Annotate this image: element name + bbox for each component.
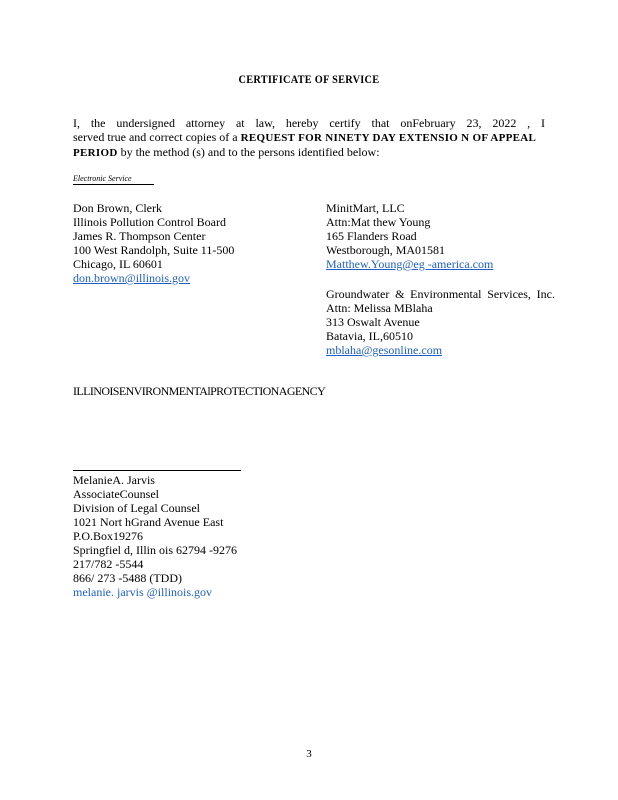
address-line: Don Brown, Clerk <box>73 201 162 215</box>
email-link[interactable]: mblaha@gesonline.com <box>326 343 443 357</box>
address-line: Groundwater & Environmental Services, Inc. <box>326 287 555 301</box>
signer-line: AssociateCounsel <box>73 487 159 501</box>
address-line: Attn:Mat thew Young <box>326 215 431 229</box>
recipient-groundwater <box>326 287 555 357</box>
page-title: CERTIFICATE OF SERVICE <box>238 72 380 86</box>
email-link[interactable]: Matthew.Young@eg -america.com <box>326 257 494 271</box>
address-line: Chicago, IL 60601 <box>73 257 163 271</box>
document-name-part1: REQUEST FOR NINETY DAY EXTENSIO N OF APPEAL <box>240 132 537 144</box>
signer-line: MelanieA. Jarvis <box>73 473 155 487</box>
signer-line: Springfiel d, Illin ois 62794 -9276 <box>73 543 237 557</box>
email-link[interactable]: don.brown@illinois.gov <box>73 271 191 285</box>
address-line: 165 Flanders Road <box>326 229 417 243</box>
signature-block <box>73 473 237 599</box>
intro-line-3: by the method (s) and to the persons identified below: <box>117 145 380 159</box>
document-name-part2: PERIOD <box>73 147 118 159</box>
address-line: Westborough, MA01581 <box>326 243 446 257</box>
signature-line <box>73 470 241 471</box>
signer-line: 866/ 273 -5488 (TDD) <box>73 571 182 585</box>
address-line: Batavia, IL,60510 <box>326 329 413 343</box>
email-link[interactable]: melanie. jarvis @illinois.gov <box>73 585 213 599</box>
page-number: 3 <box>306 748 312 760</box>
intro-line-1: I, the undersigned attorney at law, hereby certify that onFebruary 23, 2022 , I <box>73 116 545 130</box>
address-line: 313 Oswalt Avenue <box>326 315 420 329</box>
signer-line: 1021 Nort hGrand Avenue East <box>73 515 224 529</box>
service-method-label: Electronic Service <box>73 174 154 185</box>
intro-line-2: served true and correct copies of a <box>73 130 241 144</box>
address-line: Illinois Pollution Control Board <box>73 215 227 229</box>
signer-line: 217/782 -5544 <box>73 557 144 571</box>
signer-line: Division of Legal Counsel <box>73 501 200 515</box>
address-line: Attn: Melissa MBlaha <box>326 301 433 315</box>
agency-name: ILLINOISENVIRONMENTAlPROTECTIONAGENCY <box>73 384 326 398</box>
recipient-pollution-board <box>73 201 234 285</box>
signer-line: P.O.Box19276 <box>73 529 144 543</box>
address-line: 100 West Randolph, Suite 11-500 <box>73 243 235 257</box>
address-line: James R. Thompson Center <box>73 229 206 243</box>
address-line: MinitMart, LLC <box>326 201 405 215</box>
certification-paragraph <box>73 116 545 160</box>
recipient-minitmart <box>326 201 493 271</box>
